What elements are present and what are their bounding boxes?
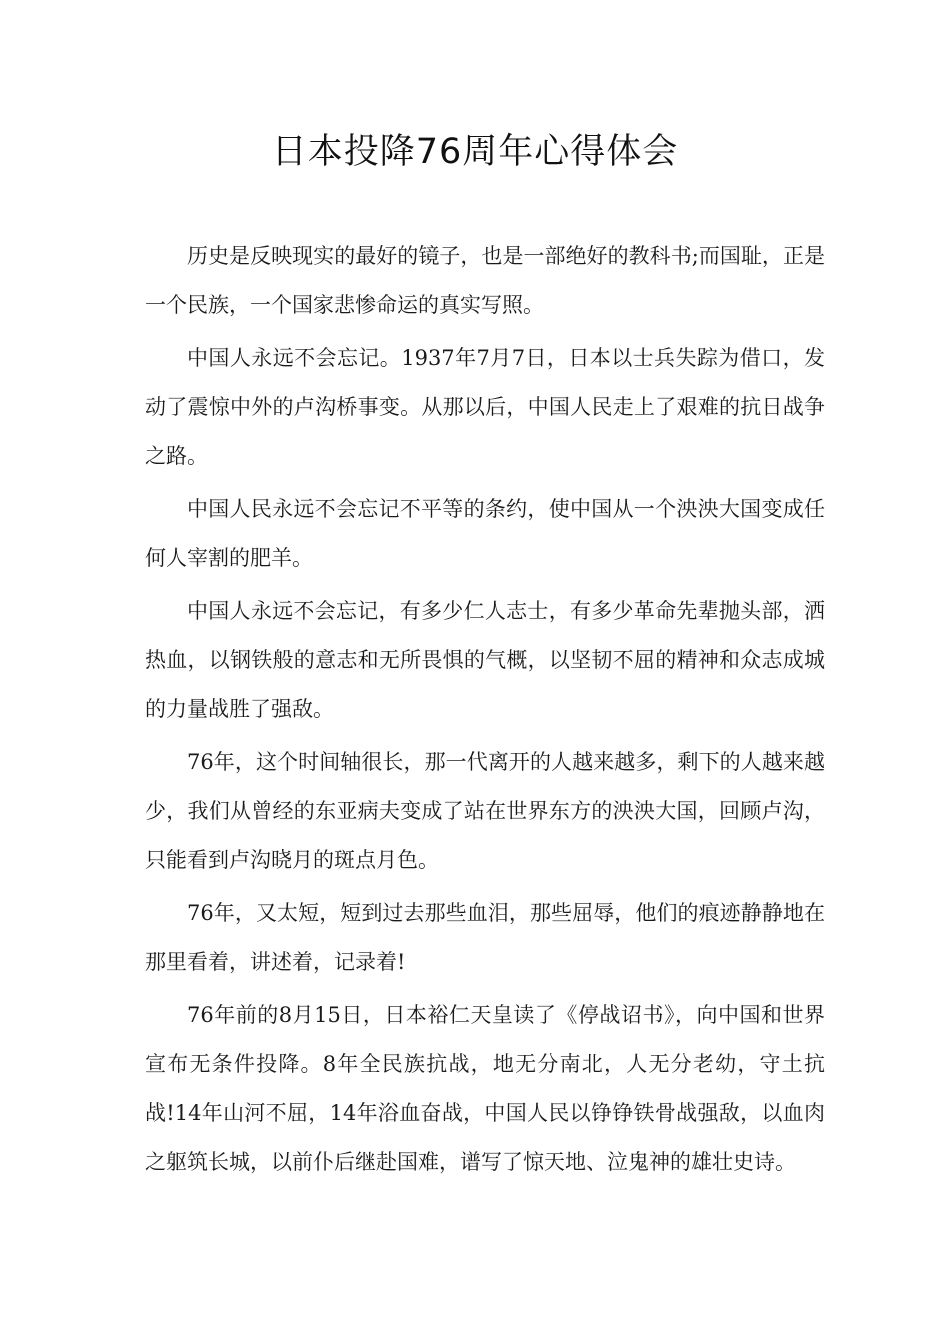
paragraph-6: 76年，又太短，短到过去那些血泪，那些屈辱，他们的痕迹静静地在那里看着，讲述着，记录着! — [145, 901, 825, 974]
paragraph-3: 中国人民永远不会忘记不平等的条约，使中国从一个泱泱大国变成任何人宰割的肥羊。 — [145, 497, 825, 570]
paragraph-2: 中国人永远不会忘记。1937年7月7日，日本以士兵失踪为借口，发动了震惊中外的卢沟桥事变。从那以后，中国人民走上了艰难的抗日战争之路。 — [145, 346, 825, 468]
paragraph-4: 中国人永远不会忘记，有多少仁人志士，有多少革命先辈抛头部，洒热血，以钢铁般的意志和无所畏惧的气概，以坚韧不屈的精神和众志成城的力量战胜了强敌。 — [145, 599, 825, 721]
document-body — [145, 232, 825, 1191]
paragraph-7: 76年前的8月15日，日本裕仁天皇读了《停战诏书》，向中国和世界宣布无条件投降。8年全民族抗战，地无分南北，人无分老幼，守土抗战!14年山河不屈，14年浴血奋战，中国人民以铮铮铁骨战强敌，以血肉之躯筑长城，以前仆后继赴国难，谱写了惊天地、泣鬼神的雄壮史诗。 — [145, 1003, 825, 1174]
paragraph-5: 76年，这个时间轴很长，那一代离开的人越来越多，剩下的人越来越少，我们从曾经的东亚病夫变成了站在世界东方的泱泱大国，回顾卢沟，只能看到卢沟晓月的斑点月色。 — [145, 750, 825, 872]
paragraph-1: 历史是反映现实的最好的镜子，也是一部绝好的教科书;而国耻，正是一个民族，一个国家悲惨命运的真实写照。 — [145, 244, 825, 317]
document-title: 日本投降76周年心得体会 — [271, 132, 679, 172]
